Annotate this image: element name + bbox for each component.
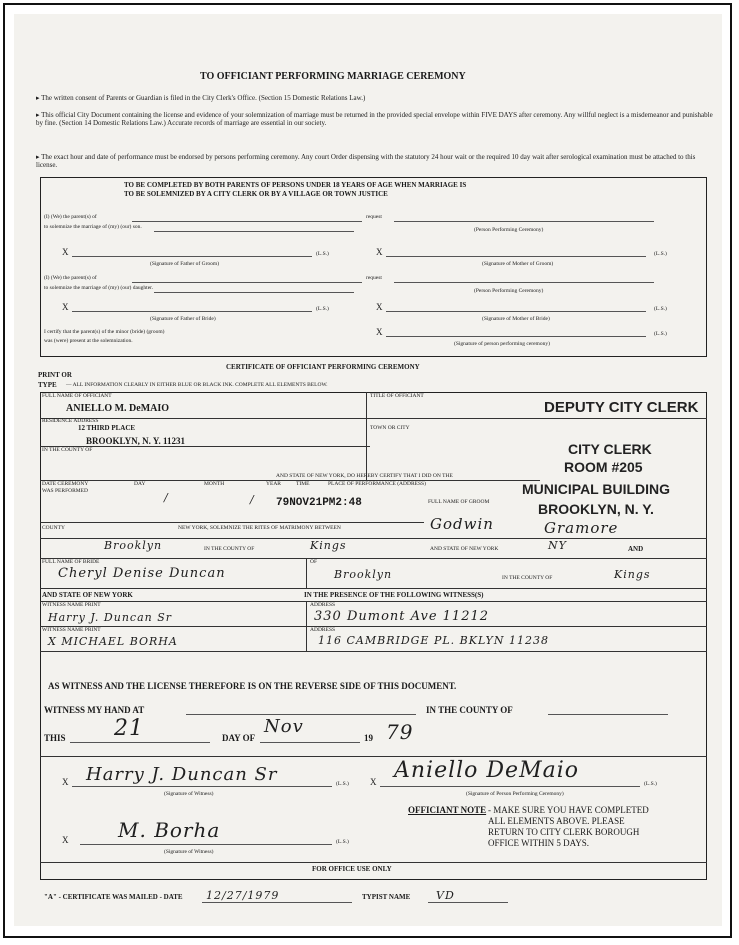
officiant-name-label: FULL NAME OF OFFICIANT — [42, 393, 112, 399]
groom-solemnize-label: to solemnize the marriage of (my) (our) son. — [44, 224, 142, 230]
officiant-note-line-4: OFFICE WITHIN 5 DAYS. — [488, 838, 590, 848]
bride-solemnize-label: to solemnize the marriage of (my) (our) daughter. — [44, 285, 154, 291]
day-of-label: DAY OF — [222, 733, 256, 743]
mailed-date-value: 12/27/1979 — [206, 889, 280, 902]
solemnize-rites-label: NEW YORK, SOLEMNIZE THE RITES OF MATRIMONY BETWEEN — [178, 525, 341, 531]
notice-title: TO OFFICIANT PERFORMING MARRIAGE CEREMONY — [200, 71, 466, 82]
bride-county-of-label: IN THE COUNTY OF — [502, 575, 553, 581]
stamp-municipal-building: MUNICIPAL BUILDING — [522, 481, 671, 497]
was-performed-label: WAS PERFORMED — [42, 488, 88, 494]
day-of-month-value: 21 — [114, 716, 144, 741]
title-of-officiant-label: TITLE OF OFFICIANT — [370, 393, 424, 399]
mailed-label: "A" - CERTIFICATE WAS MAILED - DATE — [44, 893, 183, 901]
officiant-note-line-1: - MAKE SURE YOU HAVE COMPLETED — [488, 805, 649, 815]
father-of-bride-caption: (Signature of Father of Bride) — [150, 316, 216, 322]
stamp-room: ROOM #205 — [564, 459, 643, 475]
signature-of-witness-caption-2: (Signature of Witness) — [164, 849, 214, 855]
groom-residence-value: Brooklyn — [104, 539, 163, 552]
bride-name-value: Cheryl Denise Duncan — [58, 566, 226, 581]
state-certify-label: AND STATE OF NEW YORK, DO HEREBY CERTIFY THAT I DID ON THE — [276, 473, 453, 479]
witness-name-label-2: WITNESS NAME PRINT — [42, 627, 101, 633]
witness-1-address: 330 Dumont Ave 11212 — [314, 609, 490, 624]
presence-witnesses-label: IN THE PRESENCE OF THE FOLLOWING WITNESS(S) — [304, 591, 484, 599]
town-or-city-label: TOWN OR CITY — [370, 425, 410, 431]
day-label: DAY — [134, 481, 146, 487]
groom-request-label: request — [366, 214, 382, 220]
father-of-groom-caption: (Signature of Father of Groom) — [150, 261, 220, 267]
stamp-brooklyn: BROOKLYN, N. Y. — [538, 501, 654, 517]
in-county-of-label: IN THE COUNTY OF — [204, 546, 255, 552]
mother-of-bride-caption: (Signature of Mother of Bride) — [482, 316, 550, 322]
bride-residence-value: Brooklyn — [334, 568, 393, 581]
and-state-label: AND STATE OF NEW YORK — [42, 591, 133, 599]
bride-of-label: OF — [310, 559, 318, 565]
month-separator: / — [250, 493, 255, 506]
ink-instruction: — ALL INFORMATION CLEARLY IN EITHER BLUE OR BLACK INK. COMPLETE ALL ELEMENTS BELOW. — [66, 382, 328, 388]
officiant-note-line-2: ALL ELEMENTS ABOVE. PLEASE — [488, 816, 625, 826]
full-name-bride-label: FULL NAME OF BRIDE — [42, 559, 100, 565]
witness-signature-2: M. Borha — [118, 818, 221, 842]
officiant-note-label: OFFICIANT NOTE — [408, 805, 487, 815]
parents-heading-2: TO BE SOLEMNIZED BY A CITY CLERK OR BY A VILLAGE OR TOWN JUSTICE — [124, 190, 388, 198]
witness-2-name: X MICHAEL BORHA — [48, 635, 178, 648]
this-label: THIS — [44, 733, 66, 743]
signature-of-witness-caption-1: (Signature of Witness) — [164, 791, 214, 797]
state-of-label: AND STATE OF NEW YORK — [430, 546, 499, 552]
place-label: PLACE OF PERFORMANCE (ADDRESS) — [328, 481, 426, 487]
officiant-note-line-3: RETURN TO CITY CLERK BOROUGH — [488, 827, 640, 837]
address-label-1: ADDRESS — [310, 602, 336, 608]
reverse-side-statement: AS WITNESS AND THE LICENSE THEREFORE IS ON THE REVERSE SIDE OF THIS DOCUMENT. — [48, 681, 457, 691]
typist-initials: VD — [436, 889, 455, 902]
type-label: TYPE — [38, 381, 57, 389]
residence-label: RESIDENCE ADDRESS — [42, 418, 99, 424]
person-performing-sig-caption: (Signature of person performing ceremony) — [454, 341, 550, 347]
year-value: 79 — [386, 720, 414, 744]
notice-bullet-3: ▸ The exact hour and date of performance must be endorsed by persons performing ceremony. Any court Order dispensing with the statutory 24 hour wait or the required 10 day wait after serological examination must be attached to this license. — [36, 153, 696, 170]
month-value: Nov — [264, 716, 304, 737]
groom-officiant-caption: (Person Performing Ceremony) — [474, 227, 544, 233]
address-label-2: ADDRESS — [310, 627, 336, 633]
time-stamp-value: 79NOV21PM2:48 — [276, 497, 362, 509]
full-name-groom-label: FULL NAME OF GROOM — [428, 499, 490, 505]
witness-signature-1: Harry J. Duncan Sr — [86, 764, 278, 785]
certificate-paper: TO OFFICIANT PERFORMING MARRIAGE CEREMONY ▸ The written consent of Parents or Guardian is filed in the City Clerk's Office. (Section 15 Domestic Relations Law.) ▸ This official City Document containing the license and evidence of your solemnization of marriage must be returned in the provided special envelope within FIVE DAYS after ceremony. Any willful neglect is a misdemeanor and punishable by fine. (Section 14 Domestic Relations Law.) Accurate records of marriage are essential in our society. ▸ The exact hour and date of performance must be endorsed by persons performing ceremony. Any court Order dispensing with the statutory 24 hour wait or the required 10 day wait after serological examination must be attached to this license. TO BE COMPLETED BY BOTH PARENTS OF PERSONS UNDER 18 YEARS OF AGE WHEN MARRIAGE IS TO BE SOLEMNIZED BY A CITY CLERK OR BY A VILLAGE OR TOWN JUSTICE (I) (We) the parent(s) of request to solemnize the marriage of (my) (our) son. (Person Performing Ceremony) X (L.S.) X (L.S.) (Signature of Father of Groom) (Signature of Mother of Groom) (I) (We) the parent(s) of request to solemnize the marriage of (my) (our) daughter. (Person Performing Ceremony) X (L.S.) X (L.S.) (Signature of Father of Bride) (Signature of Mother of Bride) I certify that the parent(s) of the minor (bride) (groom) was (were) present at the solemnization. X (L.S.) (Signature of person performing ceremony) CERTIFICATE OF OFFICIANT PERFORMING CEREMONY PRINT OR TYPE — ALL INFORMATION CLEARLY IN EITHER BLUE OR BLACK INK. COMPLETE ALL ELEMENTS BELOW. FULL NAME OF OFFICIANT ANIELLO M. DeMAIO TITLE OF OFFICIANT DEPUTY CITY CLERK RESIDENCE ADDRESS 12 THIRD PLACE BROOKLYN, N. Y. 11231 TOWN OR CITY IN THE COUNTY OF CITY CLERK ROOM #205 MUNICIPAL BUILDING BROOKLYN, N. Y. AND STATE OF NEW YORK, DO HEREBY CERTIFY THAT I DID ON THE DATE CEREMONY WAS PERFORMED DAY MONTH YEAR TIME PLACE OF PERFORMANCE (ADDRESS) / / 79NOV21PM2:48 FULL NAME OF GROOM Godwin Gramore COUNTY NEW YORK, SOLEMNIZE THE RITES OF MATRIMONY BETWEEN Brooklyn IN THE COUNTY OF Kings AND STATE OF NEW YORK NY AND FULL NAME OF BRIDE Cheryl Denise Duncan OF Brooklyn IN THE COUNTY OF Kings AND STATE OF NEW YORK IN THE PRESENCE OF THE FOLLOWING WITNESS(S) WITNESS NAME PRINT ADDRESS Harry J. Duncan Sr 330 Dumont Ave 11212 WITNESS NAME PRINT ADDRESS X MICHAEL BORHA 116 CAMBRIDGE PL. BKLYN 11238 AS WITNESS AND THE LICENSE THEREFORE IS ON THE REVERSE SIDE OF THIS DOCUMENT. WITNESS MY HAND AT IN THE COUNTY OF THIS 21 DAY OF Nov 19 79 X Harry J. Duncan Sr (L.S.) (Signature of Witness) X Aniello DeMaio (L.S.) (Signature of Person Performing Ceremony) OFFICIANT NOTE - MAKE SURE YOU HAVE COMPLETED ALL ELEMENTS ABOVE. PLEASE RETURN TO CITY CLERK BOROUGH OFFICE WITHIN 5 DAYS. X M. Borha (L.S.) (Signature of Witness) FOR OFFICE USE ONLY "A" - CERTIFICATE WAS MAILED - DATE 12/27/1979 TYPIST NAME VD — [14, 14, 722, 926]
year-prefix: 19 — [364, 733, 373, 743]
parents-heading-1: TO BE COMPLETED BY BOTH PARENTS OF PERSONS UNDER 18 YEARS OF AGE WHEN MARRIAGE IS — [124, 181, 467, 189]
officiant-street: 12 THIRD PLACE — [78, 424, 136, 432]
witness-1-name: Harry J. Duncan Sr — [48, 611, 173, 624]
month-label: MONTH — [204, 481, 225, 487]
date-ceremony-label: DATE CEREMONY — [42, 481, 89, 487]
certify-minor-label: I certify that the parent(s) of the minor (bride) (groom) — [44, 329, 165, 335]
officiant-signature: Aniello DeMaio — [394, 758, 580, 783]
mother-of-groom-caption: (Signature of Mother of Groom) — [482, 261, 554, 267]
groom-state-value: NY — [548, 539, 567, 552]
time-label: TIME — [296, 481, 310, 487]
groom-parents-label: (I) (We) the parent(s) of — [44, 214, 97, 220]
bride-county-value: Kings — [614, 568, 651, 581]
groom-first-name: Godwin — [430, 515, 494, 533]
office-use-label: FOR OFFICE USE ONLY — [312, 865, 392, 873]
bride-parents-label: (I) (We) the parent(s) of — [44, 275, 97, 281]
in-county-label: IN THE COUNTY OF — [42, 447, 93, 453]
year-label: YEAR — [266, 481, 281, 487]
officiant-city: BROOKLYN, N. Y. 11231 — [86, 436, 186, 446]
officiant-title-stamp: DEPUTY CITY CLERK — [544, 399, 699, 416]
witness-name-label-1: WITNESS NAME PRINT — [42, 602, 101, 608]
were-present-label: was (were) present at the solemnization. — [44, 338, 133, 344]
officiant-signature-caption: (Signature of Person Performing Ceremony) — [466, 791, 564, 797]
notice-bullet-2: ▸ This official City Document containing the license and evidence of your solemnization of marriage must be returned in the provided special envelope within FIVE DAYS after ceremony. Any willful neglect is a misdemeanor and punishable by fine. (Section 14 Domestic Relations Law.) Accurate records of marriage are essential in our society. — [36, 111, 713, 128]
day-value: / — [164, 491, 169, 504]
county-label: COUNTY — [42, 525, 65, 531]
notice-bullet-1: ▸ The written consent of Parents or Guardian is filed in the City Clerk's Office. (Section 15 Domestic Relations Law.) — [36, 94, 366, 102]
witness-my-hand-label: WITNESS MY HAND AT — [44, 705, 145, 715]
groom-county-value: Kings — [310, 539, 347, 552]
witness-2-address: 116 CAMBRIDGE PL. BKLYN 11238 — [318, 634, 549, 647]
groom-last-name: Gramore — [544, 519, 619, 537]
officiant-name-value: ANIELLO M. DeMAIO — [66, 403, 170, 414]
print-or-label: PRINT OR — [38, 371, 72, 379]
certificate-title: CERTIFICATE OF OFFICIANT PERFORMING CEREMONY — [226, 363, 420, 371]
stamp-city-clerk: CITY CLERK — [568, 441, 652, 457]
and-label: AND — [628, 545, 644, 553]
typist-label: TYPIST NAME — [362, 893, 411, 901]
in-the-county-of-label: IN THE COUNTY OF — [426, 705, 513, 715]
